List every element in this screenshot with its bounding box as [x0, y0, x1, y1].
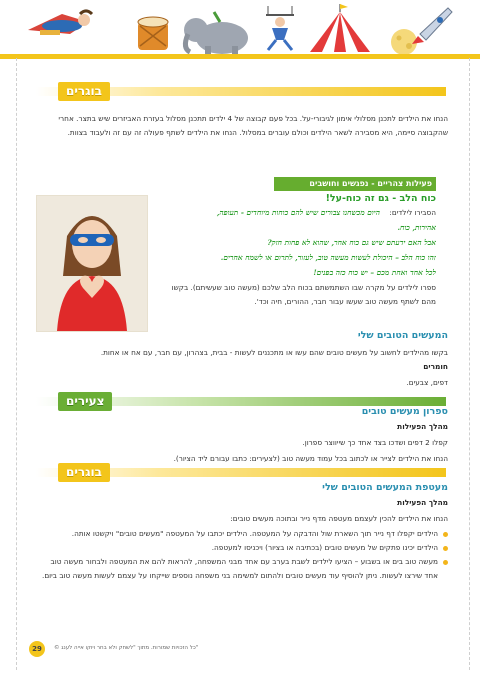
- hero-girl-photo: [36, 195, 148, 332]
- adults2-intro: הנחו את הילדים להכין לעצמם מעטפה מדף נייר ובתוכה מעשים טובים:: [230, 514, 448, 523]
- adults2-process-label: מהלך הפעילות: [397, 498, 448, 507]
- handwritten-line-4: זהו כוח הלב – היכולת לעשות מעשה טוב, לעזור, לתרום או לשמח אחרים.: [220, 253, 436, 262]
- handwritten-line-3: אבל האם ידעתם שיש גם כוח אחר, שהוא לא פחות חזק?: [267, 238, 436, 247]
- materials-text: דפים, צבעים.: [406, 378, 448, 387]
- young-title: ספרון מעשים טובים: [361, 406, 448, 417]
- list-item: הילדים יכינו פתקים של מעשים טובים (בכתיבה או בציור) ויכניסו למעטפה.: [36, 541, 448, 555]
- activities-intro: הסבירו לילדים:: [389, 208, 436, 217]
- drum-icon: [138, 17, 168, 50]
- age-label-adults-2: בוגרים: [58, 463, 110, 482]
- young-process-label: מהלך הפעילות: [397, 422, 448, 431]
- young-line-1: קפלו 2 דפים ושדכו בצד אחד כך שייווצר ספרון.: [302, 438, 448, 447]
- materials-label: חומרים: [423, 362, 448, 371]
- handwritten-line-1: היום מכשחנו צבורים שיש להם כוחות מיוחדים - תעופה,: [216, 208, 380, 217]
- footer-copyright: © כל הזכויות שמורות. מתוך "לשחק ולא בחר ויוקו אייה לענג": [54, 645, 199, 651]
- moon-icon: [391, 29, 417, 55]
- page-number: 29: [29, 641, 45, 657]
- young-line-2: הנחו את הילדים לצייר או לכתוב בכל עמוד מעשה טוב (לצעירים: כתבו עבורם ליד הציור).: [173, 454, 448, 463]
- handwritten-line-2: אהירות, כוח.: [397, 223, 436, 232]
- adults2-bullet-list: [36, 527, 448, 583]
- activities-closing: ספרו לילדים על מקרה שבו השתמשתם בכוח הלב שלכם (מעשה טוב שעשיתם). בקשו מהם לשתף מעשה טוב שעשו עבור חבר, ההורים, חיה וכד'.: [171, 283, 436, 306]
- handwritten-line-5: לכל אחד ואחת מכם – יש כוח כזה בפנים!: [313, 268, 436, 277]
- age-label-adults: בוגרים: [58, 82, 110, 101]
- age-label-young: צעירים: [58, 392, 112, 411]
- adults2-title: מעטפת המעשים הטובים שלי: [322, 482, 448, 493]
- list-item: הילדים יקפלו דף נייר תוך השארת שול והדבקה על המעטפה. הילדים יכתבו על המעטפה "מעשים טובים" ויקשטו אותה.: [36, 527, 448, 541]
- good-deeds-title: המעשים הטובים שלי: [357, 330, 448, 341]
- activities-header: פעילות צהריים - נפגשים וחושבים: [274, 177, 436, 191]
- header-illustration: [0, 0, 480, 58]
- hero-girl-image: [37, 196, 147, 331]
- list-item: מעשה טוב בים או בשבוע – הציעו לילדים לשבת בערב עם אחד מבני המשפחה, להראות להם את המעטפה ולבחור מעשה טוב אחד שירצו לעשות. ניתן להוסיף עוד מעשים טובים ולהתום למשימה בני משפחה נוספים שייקחו על עצמם לעשות מעשה טוב ביום.: [36, 555, 448, 583]
- good-deeds-text: בקשו מהילדים לחשוב על מעשים טובים שהם עשו או מתכננים לעשות - בבית, בצהרון, עם חבר, עם אח או אחות.: [100, 348, 448, 357]
- activities-title: כוח הלב - גם זה כוח-על!: [325, 193, 436, 204]
- adults-intro-text: הנחו את הילדים לתכנן מסלולי אימון לגיבורי-על. בכל פעם קבוצה של 4 ילדים תתכנן מסלול בעזרת האביזרים שיש בתצר. אחרי שהקבוצה סיימה, היא מסבירה לשאר הילדים וכולם עוברים במסלול. הנחו את הילדים לשתף פעולה זה עם זה ולעבוד בצוות.: [58, 114, 448, 137]
